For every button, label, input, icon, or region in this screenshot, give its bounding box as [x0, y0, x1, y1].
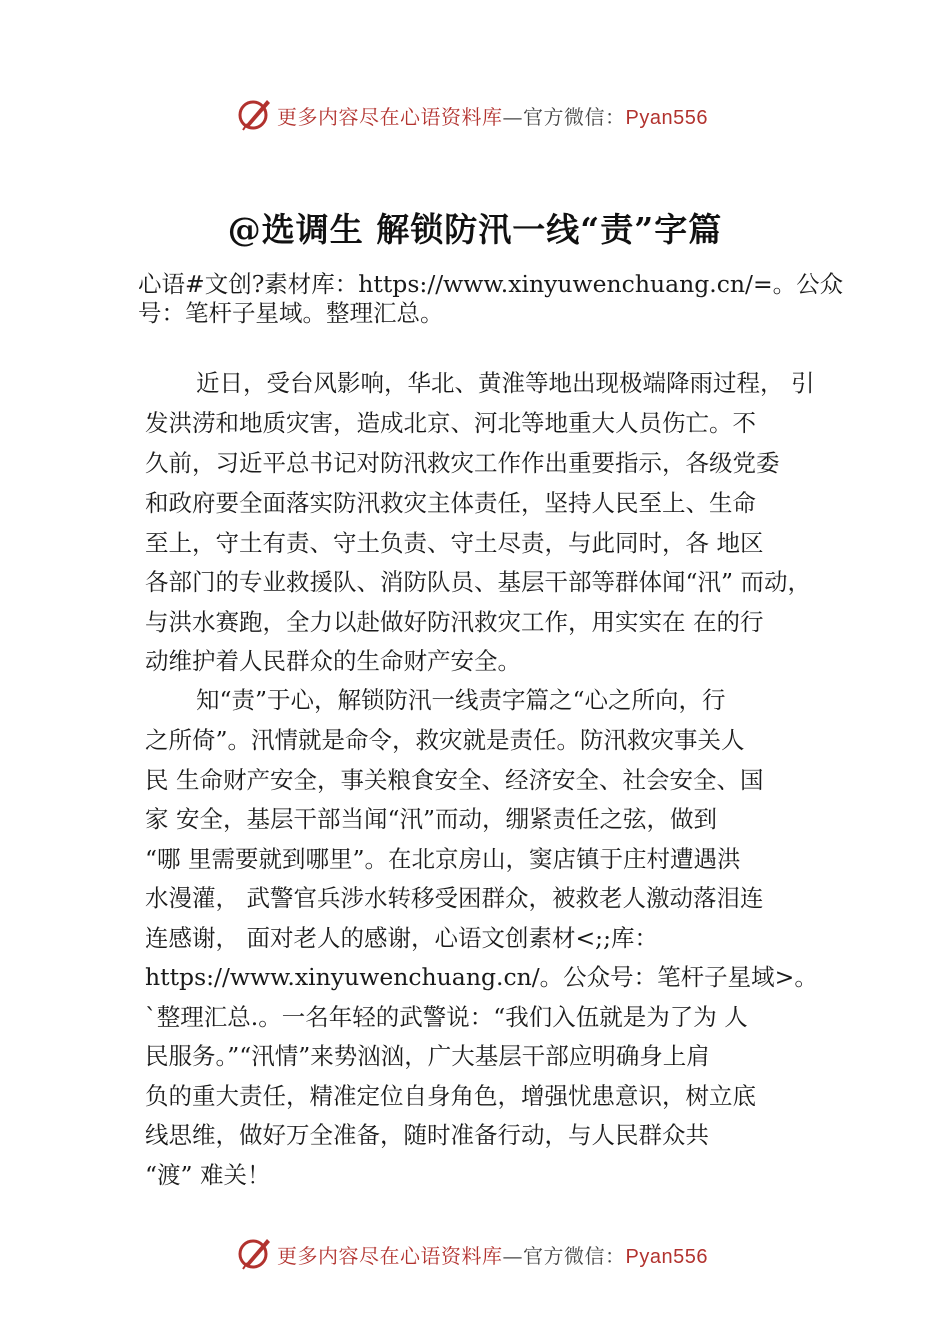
banner-slogan: 更多内容尽在心语资料库	[277, 1244, 503, 1268]
para2-line: 民 生命财产安全，事关粮食安全、经济安全、社会安全、国	[145, 766, 764, 794]
banner-text	[277, 101, 708, 130]
banner-separator: —	[502, 1244, 523, 1268]
quill-logo-icon	[237, 96, 273, 132]
para2-line: 之所倚”。汛情就是命令，救灾就是责任。防汛救灾事关人	[145, 726, 745, 754]
banner-wechat-id: Pyan556	[625, 107, 708, 129]
para1-line: 各部门的专业救援队、消防队员、基层干部等群体闻“汛” 而动，	[145, 568, 811, 596]
para2-line: 知“责”于心，解锁防汛一线责字篇之“心之所向，行	[196, 686, 726, 714]
para1-line: 发洪涝和地质灾害，造成北京、河北等地重大人员伤亡。不	[145, 409, 756, 437]
para1-line: 与洪水赛跑，全力以赴做好防汛救灾工作，用实实在 在的行	[145, 608, 764, 636]
para2-line: `整理汇总.。一名年轻的武警说：“我们入伍就是为了为 人	[145, 1003, 748, 1031]
para2-line: 家 安全，基层干部当闻“汛”而动，绷紧责任之弦，做到	[145, 805, 717, 833]
header-banner	[0, 94, 950, 134]
quill-logo-icon	[237, 1235, 273, 1271]
para2-line: 线思维，做好万全准备，随时准备行动，与人民群众共	[145, 1121, 709, 1149]
para1-line: 久前，习近平总书记对防汛救灾工作作出重要指示，各级党委	[145, 449, 780, 477]
para1-line: 动维护着人民群众的生命财产安全。	[145, 647, 521, 675]
para2-line: 民服务。”“汛情”来势汹汹，广大基层干部应明确身上肩	[145, 1042, 710, 1070]
para1-line: 和政府要全面落实防汛救灾主体责任，坚持人民至上、生命	[145, 489, 756, 517]
banner-separator: —	[502, 105, 523, 129]
para1-line: 近日，受台风影响，华北、黄淮等地出现极端降雨过程， 引	[196, 369, 815, 397]
banner-slogan: 更多内容尽在心语资料库	[277, 105, 503, 129]
page-title: @选调生 解锁防汛一线“责”字篇	[227, 210, 723, 249]
banner-wechat-id: Pyan556	[625, 1246, 708, 1268]
para2-line: https://www.xinyuwenchuang.cn/。公众号：笔杆子星域>。	[145, 963, 818, 991]
intro-line: 号：笔杆子星域。整理汇总。	[138, 299, 444, 327]
para2-line: 连感谢， 面对老人的感谢，心语文创素材<;;库：	[145, 924, 658, 952]
para2-line: “渡” 难关！	[145, 1161, 271, 1189]
para2-line: “哪 里需要就到哪里”。在北京房山，窦店镇于庄村遭遇洪	[145, 845, 741, 873]
banner-text	[277, 1240, 708, 1269]
banner-wechat-label: 官方微信：	[523, 1244, 626, 1268]
intro-line: 心语#文创?素材库：https://www.xinyuwenchuang.cn/=。公众	[138, 270, 844, 298]
para1-line: 至上，守土有责、守土负责、守土尽责，与此同时，各 地区	[145, 529, 764, 557]
para2-line: 水漫灌， 武警官兵涉水转移受困群众，被救老人激动落泪连	[145, 884, 764, 912]
banner-wechat-label: 官方微信：	[523, 105, 626, 129]
footer-banner	[0, 1233, 950, 1273]
para2-line: 负的重大责任，精准定位自身角色，增强忧患意识，树立底	[145, 1082, 756, 1110]
